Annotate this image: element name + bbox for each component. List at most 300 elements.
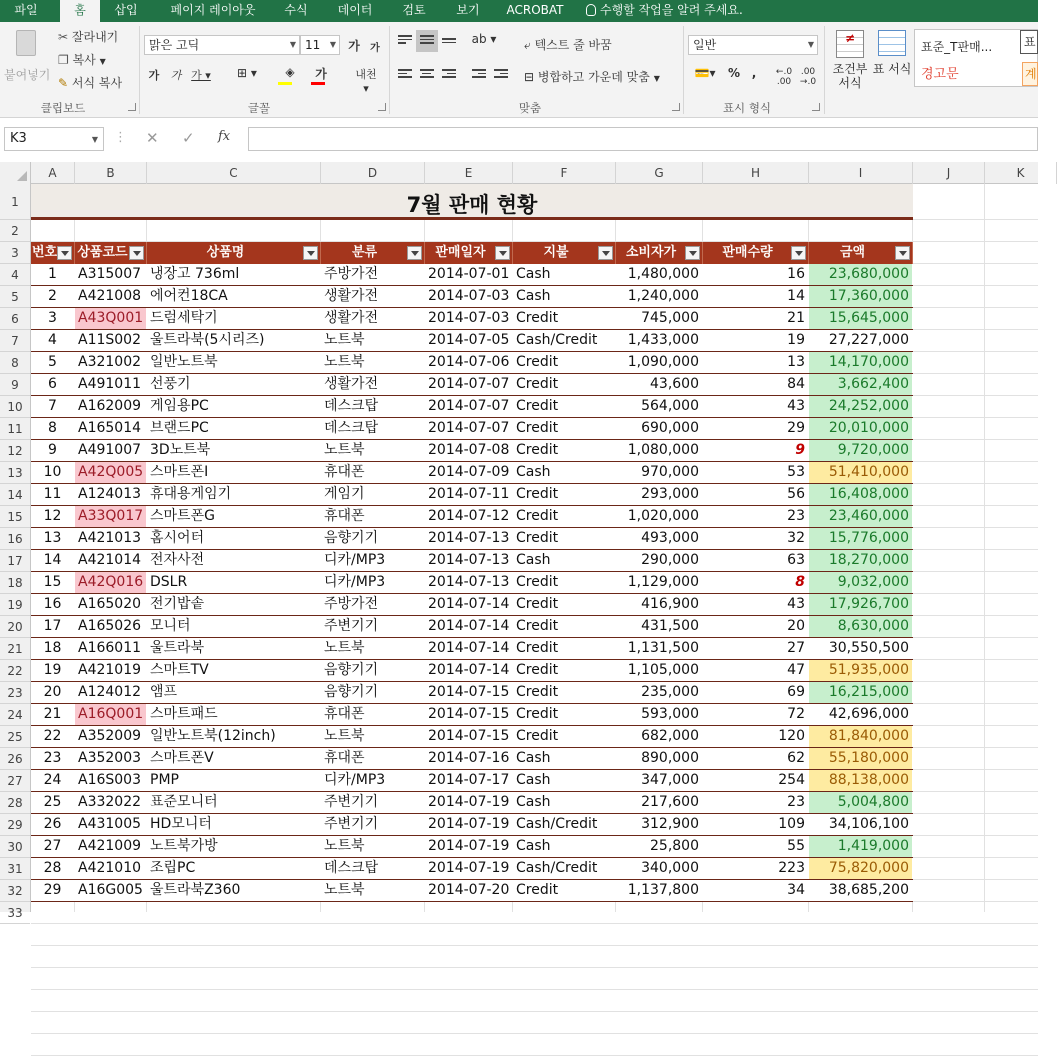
code-cell[interactable]: A16G005 (78, 882, 143, 898)
date-cell[interactable]: 2014-07-19 (428, 794, 510, 810)
style-normal-sales[interactable]: 표준_T판매... (921, 40, 993, 54)
row-header-28[interactable]: 28 (0, 792, 30, 814)
row-header-6[interactable]: 6 (0, 308, 30, 330)
code-cell[interactable]: A321002 (78, 354, 142, 370)
code-cell[interactable]: A42Q005 (75, 462, 146, 483)
align-right-icon[interactable] (440, 66, 458, 84)
price-cell[interactable]: 593,000 (641, 706, 699, 722)
qty-cell[interactable]: 9 (795, 442, 805, 458)
product-cell[interactable]: 선풍기 (150, 376, 191, 392)
payment-cell[interactable]: Credit (516, 354, 559, 370)
date-cell[interactable]: 2014-07-01 (428, 266, 510, 282)
qty-cell[interactable]: 21 (787, 310, 805, 326)
product-cell[interactable]: HD모니터 (150, 816, 212, 832)
insert-function-icon[interactable]: fx (218, 129, 231, 144)
amount-cell[interactable]: 51,935,000 (809, 660, 912, 681)
code-cell[interactable]: A16Q001 (75, 704, 146, 725)
header-cell[interactable]: 지불 (513, 242, 616, 264)
row-header-31[interactable]: 31 (0, 858, 30, 880)
payment-cell[interactable]: Credit (516, 706, 559, 722)
code-cell[interactable]: A165020 (78, 596, 142, 612)
payment-cell[interactable]: Cash (516, 464, 551, 480)
percent-icon[interactable]: % (727, 66, 741, 80)
product-cell[interactable]: 홈시어터 (150, 530, 205, 546)
number-cell[interactable]: 4 (48, 332, 57, 348)
bold-icon[interactable]: 가 (148, 69, 160, 82)
product-cell[interactable]: 휴대용게임기 (150, 486, 232, 502)
qty-cell[interactable]: 23 (787, 508, 805, 524)
font-name-select[interactable]: 맑은 고딕 ▼ (144, 35, 300, 55)
tab-insert[interactable]: 삽입 (114, 3, 138, 17)
code-cell[interactable]: A165026 (78, 618, 142, 634)
row-header-16[interactable]: 16 (0, 528, 30, 550)
format-painter-button[interactable]: ✎ 서식 복사 (58, 76, 123, 90)
payment-cell[interactable]: Credit (516, 618, 559, 634)
row-header-4[interactable]: 4 (0, 264, 30, 286)
product-cell[interactable]: 노트북가방 (150, 838, 218, 854)
row-header-20[interactable]: 20 (0, 616, 30, 638)
filter-dropdown-icon[interactable] (303, 246, 318, 260)
tab-view[interactable]: 보기 (456, 3, 480, 17)
name-box[interactable]: K3 ▼ (4, 127, 104, 151)
product-cell[interactable]: 스마트폰I (150, 464, 209, 480)
style-next-sample[interactable]: 표 (1020, 30, 1038, 54)
code-cell[interactable]: A16S003 (78, 772, 141, 788)
payment-cell[interactable]: Credit (516, 684, 559, 700)
column-header-c[interactable]: C (147, 162, 321, 184)
amount-cell[interactable]: 16,408,000 (809, 484, 912, 505)
tell-me-box[interactable] (586, 0, 786, 22)
category-cell[interactable]: 디카/MP3 (324, 772, 386, 788)
row-header-12[interactable]: 12 (0, 440, 30, 462)
qty-cell[interactable]: 62 (787, 750, 805, 766)
code-cell[interactable]: A352003 (78, 750, 142, 766)
number-cell[interactable]: 29 (43, 882, 62, 898)
row-header-13[interactable]: 13 (0, 462, 30, 484)
product-cell[interactable]: 모니터 (150, 618, 191, 634)
payment-cell[interactable]: Credit (516, 508, 559, 524)
filter-dropdown-icon[interactable] (598, 246, 613, 260)
border-icon[interactable]: ⊞ ▾ (237, 66, 257, 80)
merge-center-button[interactable]: ⊟ 병합하고 가운데 맞춤 ▼ (524, 70, 660, 84)
date-cell[interactable]: 2014-07-16 (428, 750, 510, 766)
amount-cell[interactable]: 17,926,700 (809, 594, 912, 615)
qty-cell[interactable]: 55 (787, 838, 805, 854)
row-header-26[interactable]: 26 (0, 748, 30, 770)
product-cell[interactable]: 일반노트북(12inch) (150, 728, 276, 744)
payment-cell[interactable]: Cash (516, 794, 551, 810)
qty-cell[interactable]: 69 (787, 684, 805, 700)
date-cell[interactable]: 2014-07-15 (428, 728, 510, 744)
amount-cell[interactable]: 75,820,000 (809, 858, 912, 879)
number-cell[interactable]: 28 (43, 860, 62, 876)
amount-cell[interactable]: 55,180,000 (809, 748, 912, 769)
payment-cell[interactable]: Cash (516, 266, 551, 282)
price-cell[interactable]: 1,137,800 (627, 882, 699, 898)
row-header-11[interactable]: 11 (0, 418, 30, 440)
row-header-3[interactable]: 3 (0, 242, 30, 264)
category-cell[interactable]: 노트북 (324, 332, 365, 348)
tab-data[interactable]: 데이터 (337, 3, 373, 17)
row-header-24[interactable]: 24 (0, 704, 30, 726)
price-cell[interactable]: 1,129,000 (627, 574, 699, 590)
number-cell[interactable]: 8 (48, 420, 57, 436)
price-cell[interactable]: 1,105,000 (627, 662, 699, 678)
category-cell[interactable]: 노트북 (324, 838, 365, 854)
category-cell[interactable]: 디카/MP3 (324, 552, 386, 568)
category-cell[interactable]: 생활가전 (324, 376, 379, 392)
code-cell[interactable]: A315007 (78, 266, 142, 282)
font-color-icon[interactable]: 가 (308, 65, 334, 82)
amount-cell[interactable]: 42,696,000 (828, 706, 909, 722)
amount-cell[interactable]: 34,106,100 (828, 816, 909, 832)
number-cell[interactable]: 20 (43, 684, 62, 700)
row-header-23[interactable]: 23 (0, 682, 30, 704)
row-header-15[interactable]: 15 (0, 506, 30, 528)
align-center-icon[interactable] (418, 66, 436, 84)
decrease-font-icon[interactable]: 가 (370, 43, 380, 54)
category-cell[interactable]: 주변기기 (324, 794, 379, 810)
payment-cell[interactable]: Credit (516, 574, 559, 590)
payment-cell[interactable]: Credit (516, 398, 559, 414)
category-cell[interactable]: 데스크탑 (324, 420, 379, 436)
number-cell[interactable]: 10 (43, 464, 62, 480)
row-header-5[interactable]: 5 (0, 286, 30, 308)
number-cell[interactable]: 27 (43, 838, 62, 854)
code-cell[interactable]: A491007 (78, 442, 142, 458)
amount-cell[interactable]: 1,419,000 (809, 836, 912, 857)
sheet-title-cell[interactable] (31, 184, 913, 220)
underline-icon[interactable]: 가 ▾ (191, 69, 211, 82)
column-header-g[interactable]: G (616, 162, 703, 184)
product-cell[interactable]: 스마트폰G (150, 508, 215, 524)
header-cell[interactable]: 상품명 (147, 242, 321, 264)
filter-dropdown-icon[interactable] (685, 246, 700, 260)
align-bottom-icon[interactable] (440, 32, 458, 50)
tab-acrobat[interactable]: ACROBAT (506, 3, 564, 17)
category-cell[interactable]: 음향기기 (324, 662, 379, 678)
code-cell[interactable]: A166011 (78, 640, 142, 656)
row-header-8[interactable]: 8 (0, 352, 30, 374)
row-header-18[interactable]: 18 (0, 572, 30, 594)
qty-cell[interactable]: 109 (778, 816, 805, 832)
code-cell[interactable]: A124013 (78, 486, 142, 502)
cell-area[interactable] (31, 184, 1038, 912)
payment-cell[interactable]: Credit (516, 310, 559, 326)
amount-cell[interactable]: 23,460,000 (809, 506, 912, 527)
payment-cell[interactable]: Cash (516, 838, 551, 854)
filter-dropdown-icon[interactable] (57, 246, 72, 260)
price-cell[interactable]: 43,600 (650, 376, 699, 392)
paste-button[interactable] (4, 26, 50, 86)
amount-cell[interactable]: 18,270,000 (809, 550, 912, 571)
price-cell[interactable]: 1,020,000 (627, 508, 699, 524)
price-cell[interactable]: 493,000 (641, 530, 699, 546)
number-cell[interactable]: 18 (43, 640, 62, 656)
payment-cell[interactable]: Credit (516, 376, 559, 392)
payment-cell[interactable]: Credit (516, 486, 559, 502)
price-cell[interactable]: 1,080,000 (627, 442, 699, 458)
phonetic-icon[interactable]: 내천 ▾ (355, 68, 377, 95)
amount-cell[interactable]: 14,170,000 (809, 352, 912, 373)
column-header-k[interactable]: K (985, 162, 1057, 184)
copy-button[interactable]: ❐ 복사 ▼ (58, 53, 106, 67)
qty-cell[interactable]: 19 (787, 332, 805, 348)
style-warning-text[interactable]: 경고문 (921, 67, 959, 82)
qty-cell[interactable]: 47 (787, 662, 805, 678)
qty-cell[interactable]: 8 (795, 574, 805, 590)
code-cell[interactable]: A42Q016 (75, 572, 146, 593)
clipboard-dialog-launcher[interactable] (128, 103, 136, 111)
payment-cell[interactable]: Cash/Credit (516, 816, 598, 832)
amount-cell[interactable]: 27,227,000 (828, 332, 909, 348)
row-header-9[interactable]: 9 (0, 374, 30, 396)
align-left-icon[interactable] (396, 66, 414, 84)
row-header-10[interactable]: 10 (0, 396, 30, 418)
currency-icon[interactable]: 💳▾ (694, 66, 716, 80)
align-top-icon[interactable] (396, 32, 414, 50)
product-cell[interactable]: 울트라북(5시리즈) (150, 332, 265, 348)
date-cell[interactable]: 2014-07-06 (428, 354, 510, 370)
qty-cell[interactable]: 29 (787, 420, 805, 436)
style-calc-sample[interactable]: 계 (1022, 62, 1038, 86)
qty-cell[interactable]: 43 (787, 596, 805, 612)
number-cell[interactable]: 25 (43, 794, 62, 810)
number-cell[interactable]: 3 (48, 310, 57, 326)
number-cell[interactable]: 15 (43, 574, 62, 590)
product-cell[interactable]: 스마트패드 (150, 706, 218, 722)
align-middle-icon[interactable] (416, 30, 438, 52)
category-cell[interactable]: 휴대폰 (324, 706, 365, 722)
price-cell[interactable]: 340,000 (641, 860, 699, 876)
increase-decimal-icon[interactable]: ←.0 .00 (775, 67, 793, 87)
row-header-22[interactable]: 22 (0, 660, 30, 682)
category-cell[interactable]: 노트북 (324, 882, 365, 898)
column-header-e[interactable]: E (425, 162, 513, 184)
product-cell[interactable]: 스마트TV (150, 662, 209, 678)
tab-file[interactable]: 파일 (14, 3, 38, 17)
category-cell[interactable]: 주변기기 (324, 816, 379, 832)
amount-cell[interactable]: 88,138,000 (809, 770, 912, 791)
product-cell[interactable]: 조립PC (150, 860, 196, 876)
tab-formulas[interactable]: 수식 (284, 3, 308, 17)
date-cell[interactable]: 2014-07-12 (428, 508, 510, 524)
filter-dropdown-icon[interactable] (791, 246, 806, 260)
product-cell[interactable]: 브랜드PC (150, 420, 209, 436)
price-cell[interactable]: 293,000 (641, 486, 699, 502)
row-header-33[interactable]: 33 (0, 902, 30, 924)
date-cell[interactable]: 2014-07-17 (428, 772, 510, 788)
number-format-select[interactable]: 일반 ▼ (688, 35, 818, 55)
product-cell[interactable]: DSLR (150, 574, 188, 590)
date-cell[interactable]: 2014-07-07 (428, 376, 510, 392)
code-cell[interactable]: A431005 (78, 816, 142, 832)
date-cell[interactable]: 2014-07-19 (428, 838, 510, 854)
price-cell[interactable]: 690,000 (641, 420, 699, 436)
header-cell[interactable]: 판매일자 (425, 242, 513, 264)
date-cell[interactable]: 2014-07-09 (428, 464, 510, 480)
comma-icon[interactable]: , (751, 66, 757, 80)
code-cell[interactable]: A421013 (78, 530, 142, 546)
amount-cell[interactable]: 38,685,200 (828, 882, 909, 898)
column-header-b[interactable]: B (75, 162, 147, 184)
number-cell[interactable]: 19 (43, 662, 62, 678)
payment-cell[interactable]: Cash (516, 750, 551, 766)
category-cell[interactable]: 주방가전 (324, 596, 379, 612)
payment-cell[interactable]: Credit (516, 662, 559, 678)
payment-cell[interactable]: Credit (516, 728, 559, 744)
payment-cell[interactable]: Cash/Credit (516, 860, 598, 876)
price-cell[interactable]: 1,090,000 (627, 354, 699, 370)
qty-cell[interactable]: 56 (787, 486, 805, 502)
formula-input[interactable] (248, 127, 1038, 151)
date-cell[interactable]: 2014-07-11 (428, 486, 510, 502)
font-size-select[interactable]: 11 ▼ (300, 35, 340, 55)
price-cell[interactable]: 290,000 (641, 552, 699, 568)
payment-cell[interactable]: Credit (516, 420, 559, 436)
date-cell[interactable]: 2014-07-20 (428, 882, 510, 898)
code-cell[interactable]: A421009 (78, 838, 142, 854)
wrap-text-button[interactable]: ⤶ 텍스트 줄 바꿈 (524, 38, 612, 52)
qty-cell[interactable]: 120 (778, 728, 805, 744)
row-header-27[interactable]: 27 (0, 770, 30, 792)
number-cell[interactable]: 21 (43, 706, 62, 722)
price-cell[interactable]: 217,600 (641, 794, 699, 810)
tab-page-layout[interactable]: 페이지 레이아웃 (170, 3, 256, 17)
date-cell[interactable]: 2014-07-05 (428, 332, 510, 348)
amount-cell[interactable]: 17,360,000 (809, 286, 912, 307)
price-cell[interactable]: 1,131,500 (627, 640, 699, 656)
category-cell[interactable]: 노트북 (324, 354, 365, 370)
category-cell[interactable]: 휴대폰 (324, 750, 365, 766)
code-cell[interactable]: A421014 (78, 552, 142, 568)
category-cell[interactable]: 생활가전 (324, 310, 379, 326)
category-cell[interactable]: 생활가전 (324, 288, 379, 304)
qty-cell[interactable]: 23 (787, 794, 805, 810)
column-header-j[interactable]: J (913, 162, 985, 184)
code-cell[interactable]: A421010 (78, 860, 142, 876)
price-cell[interactable]: 347,000 (641, 772, 699, 788)
qty-cell[interactable]: 43 (787, 398, 805, 414)
filter-dropdown-icon[interactable] (495, 246, 510, 260)
category-cell[interactable]: 디카/MP3 (324, 574, 386, 590)
number-cell[interactable]: 9 (48, 442, 57, 458)
row-header-7[interactable]: 7 (0, 330, 30, 352)
price-cell[interactable]: 970,000 (641, 464, 699, 480)
price-cell[interactable]: 1,240,000 (627, 288, 699, 304)
category-cell[interactable]: 음향기기 (324, 684, 379, 700)
header-cell[interactable]: 금액 (809, 242, 913, 264)
header-cell[interactable]: 상품코드 (75, 242, 147, 264)
code-cell[interactable]: A43Q001 (75, 308, 146, 329)
amount-cell[interactable]: 15,776,000 (809, 528, 912, 549)
format-as-table-button[interactable]: 표 서식 (872, 28, 912, 98)
increase-font-icon[interactable]: 가 (348, 39, 360, 53)
qty-cell[interactable]: 20 (787, 618, 805, 634)
price-cell[interactable]: 431,500 (641, 618, 699, 634)
number-dialog-launcher[interactable] (812, 103, 820, 111)
column-header-d[interactable]: D (321, 162, 425, 184)
date-cell[interactable]: 2014-07-15 (428, 706, 510, 722)
code-cell[interactable]: A11S002 (78, 332, 141, 348)
date-cell[interactable]: 2014-07-13 (428, 530, 510, 546)
price-cell[interactable]: 1,433,000 (627, 332, 699, 348)
formula-bar-splitter[interactable]: ⋮ (114, 130, 127, 145)
row-header-19[interactable]: 19 (0, 594, 30, 616)
number-cell[interactable]: 1 (48, 266, 57, 282)
price-cell[interactable]: 890,000 (641, 750, 699, 766)
number-cell[interactable]: 26 (43, 816, 62, 832)
amount-cell[interactable]: 9,032,000 (809, 572, 912, 593)
amount-cell[interactable]: 20,010,000 (809, 418, 912, 439)
qty-cell[interactable]: 254 (778, 772, 805, 788)
number-cell[interactable]: 17 (43, 618, 62, 634)
qty-cell[interactable]: 32 (787, 530, 805, 546)
product-cell[interactable]: 표준모니터 (150, 794, 218, 810)
date-cell[interactable]: 2014-07-03 (428, 288, 510, 304)
amount-cell[interactable]: 81,840,000 (809, 726, 912, 747)
code-cell[interactable]: A33Q017 (75, 506, 146, 527)
date-cell[interactable]: 2014-07-03 (428, 310, 510, 326)
date-cell[interactable]: 2014-07-14 (428, 596, 510, 612)
qty-cell[interactable]: 13 (787, 354, 805, 370)
date-cell[interactable]: 2014-07-07 (428, 398, 510, 414)
price-cell[interactable]: 312,900 (641, 816, 699, 832)
price-cell[interactable]: 25,800 (650, 838, 699, 854)
date-cell[interactable]: 2014-07-07 (428, 420, 510, 436)
amount-cell[interactable]: 9,720,000 (809, 440, 912, 461)
product-cell[interactable]: 냉장고 736ml (150, 266, 240, 282)
payment-cell[interactable]: Credit (516, 640, 559, 656)
cancel-icon[interactable]: ✕ (146, 129, 159, 147)
header-cell[interactable]: 판매수량 (703, 242, 809, 264)
row-header-30[interactable]: 30 (0, 836, 30, 858)
price-cell[interactable]: 745,000 (641, 310, 699, 326)
payment-cell[interactable]: Credit (516, 882, 559, 898)
payment-cell[interactable]: Cash/Credit (516, 332, 598, 348)
number-cell[interactable]: 2 (48, 288, 57, 304)
amount-cell[interactable]: 15,645,000 (809, 308, 912, 329)
category-cell[interactable]: 휴대폰 (324, 508, 365, 524)
code-cell[interactable]: A124012 (78, 684, 142, 700)
product-cell[interactable]: 드럼세탁기 (150, 310, 218, 326)
qty-cell[interactable]: 53 (787, 464, 805, 480)
price-cell[interactable]: 235,000 (641, 684, 699, 700)
payment-cell[interactable]: Credit (516, 596, 559, 612)
product-cell[interactable]: 전자사전 (150, 552, 205, 568)
payment-cell[interactable]: Cash (516, 772, 551, 788)
tab-home[interactable]: 홈 (60, 0, 100, 22)
fill-color-icon[interactable]: ◈ (276, 65, 304, 79)
date-cell[interactable]: 2014-07-19 (428, 860, 510, 876)
category-cell[interactable]: 데스크탑 (324, 398, 379, 414)
filter-dropdown-icon[interactable] (407, 246, 422, 260)
code-cell[interactable]: A162009 (78, 398, 142, 414)
amount-cell[interactable]: 51,410,000 (809, 462, 912, 483)
number-cell[interactable]: 11 (43, 486, 62, 502)
row-header-2[interactable]: 2 (0, 220, 30, 242)
conditional-formatting-button[interactable]: ≠ 조건부 서식 (832, 31, 868, 90)
qty-cell[interactable]: 223 (778, 860, 805, 876)
product-cell[interactable]: 울트라북 (150, 640, 205, 656)
payment-cell[interactable]: Credit (516, 530, 559, 546)
payment-cell[interactable]: Cash (516, 552, 551, 568)
cut-button[interactable]: ✂ 잘라내기 (58, 30, 119, 44)
category-cell[interactable]: 게임기 (324, 486, 365, 502)
decrease-indent-icon[interactable] (470, 66, 488, 84)
date-cell[interactable]: 2014-07-19 (428, 816, 510, 832)
qty-cell[interactable]: 63 (787, 552, 805, 568)
